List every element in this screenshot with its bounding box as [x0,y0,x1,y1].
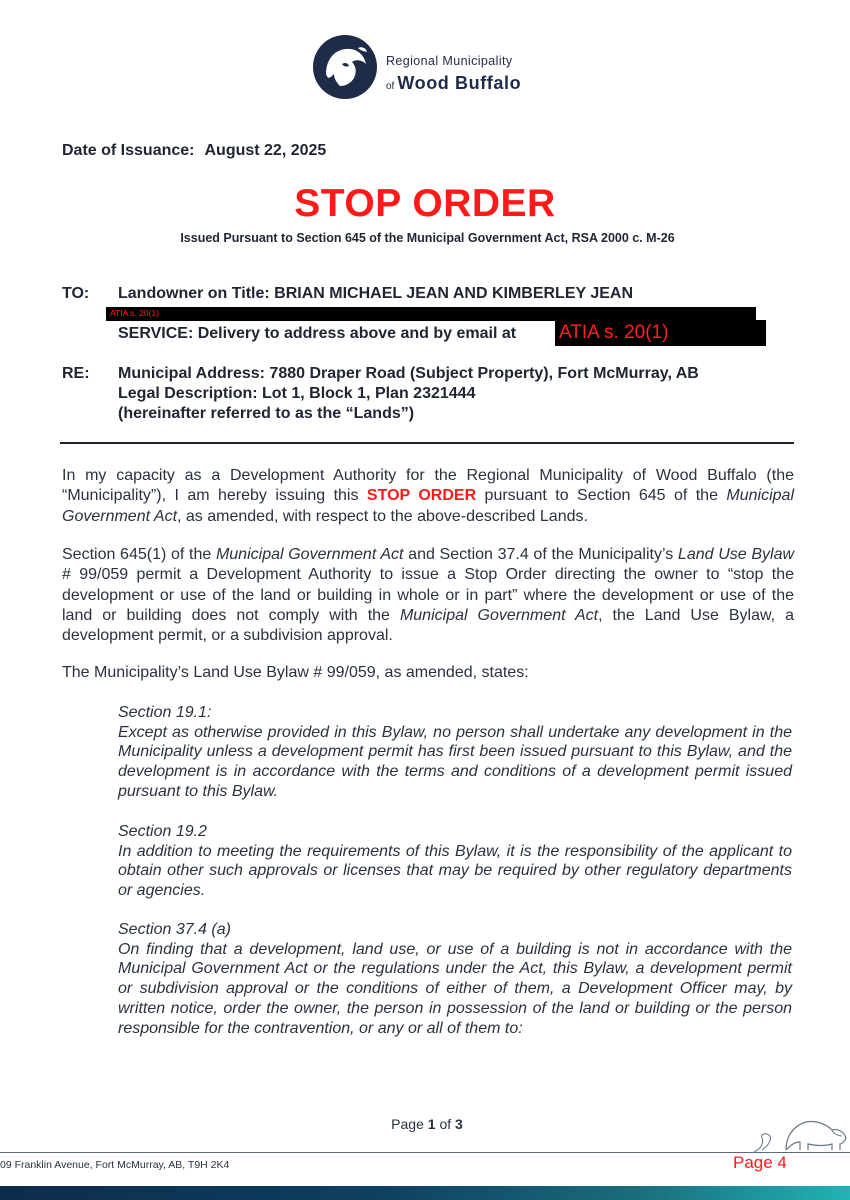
page-stamp: Page 4 [733,1153,787,1172]
page-current: 1 [427,1116,436,1132]
logo-text-line1: Regional Municipality [386,54,513,68]
page-total: 3 [455,1116,463,1132]
paragraph-capacity [62,466,794,527]
p2-text-a: Section 645(1) of the [62,546,216,563]
quote-section-19-2 [118,822,792,901]
footer-divider [0,1152,850,1153]
p1-text-c: , as amended, with respect to the above-described Lands. [177,507,588,525]
p2-act-name-2: Municipal Government Act [399,606,599,624]
section-heading: Section 37.4 (a) [118,921,231,938]
paragraph-bylaw-states: The Municipality’s Land Use Bylaw # 99/059, as amended, states: [62,664,529,681]
footer-address: 09 Franklin Avenue, Fort McMurray, AB, T9H 2K4 [0,1159,230,1171]
municipality-logo [312,34,552,106]
section-text: In addition to meeting the requirements of this Bylaw, it is the responsibility of the applicant to obtain other such approvals or licenses that may be required by other regulatory departments or agencies. [118,842,792,900]
p2-act-name: Municipal Government Act [215,546,404,563]
page-of: of [435,1116,456,1132]
section-heading: Section 19.1: [118,704,212,721]
quote-section-19-1 [118,703,792,802]
p1-text-b: pursuant to Section 645 of the [476,487,727,505]
date-of-issuance [62,142,326,160]
redaction-label-large: ATIA s. 20(1) [559,322,669,343]
section-text: On finding that a development, land use, or use of a building is not in accordance with the Municipal Government Act or the regulations under the Act, this Bylaw, a development permit or subdivision approval or the conditions of either of them, a Development Officer may, by written notice, order the owner, the person in possession of the land or building or the person responsible for the contravention, or any or all of them to: [118,940,792,1037]
p2-text-b: and Section 37.4 of the Municipality’s [403,546,678,563]
p2-text-c: # 99/059 permit a Development Authority to issue a Stop Order directing the owner to “stop the development or use of the land or building in whole or in part” where the development or use of the land or building does not comply with the [62,566,794,624]
page-prefix: Page [391,1116,428,1132]
page-number [0,1116,850,1132]
logo-text-wood-buffalo: Wood Buffalo [397,73,522,93]
quote-section-37-4-a [118,920,792,1038]
re-label: RE: [62,365,90,382]
p2-text-d: , the Land Use Bylaw, a development permit, or a subdivision approval. [62,606,794,645]
bison-head-icon [312,34,378,100]
date-of-issuance-label: Date of Issuance: [62,142,195,159]
municipal-address: Municipal Address: 7880 Draper Road (Subject Property), Fort McMurray, AB [118,365,699,382]
redaction-bar-address [106,307,756,321]
section-heading: Section 19.2 [118,823,207,840]
logo-text-line2 [386,73,521,94]
bison-outline-icon [752,1112,848,1154]
p2-bylaw-name: Land Use Bylaw [677,546,795,563]
landowner-line: Landowner on Title: BRIAN MICHAEL JEAN AND KIMBERLEY JEAN [118,285,633,302]
document-subtitle: Issued Pursuant to Section 645 of the Municipal Government Act, RSA 2000 c. M-26 [180,231,675,245]
service-line: SERVICE: Delivery to address above and by email at [118,325,517,342]
paragraph-section-645 [62,545,794,646]
date-of-issuance-value: August 22, 2025 [204,142,327,159]
legal-description: Legal Description: Lot 1, Block 1, Plan 2321444 [118,385,476,402]
p1-act-name: Municipal Government Act [62,487,795,525]
to-label: TO: [62,285,90,302]
redaction-label-small: ATIA s. 20(1) [110,308,159,318]
logo-text-of: of [386,81,395,92]
header-divider [60,442,794,444]
p1-text-a: In my capacity as a Development Authority for the Regional Municipality of Wood Buffalo (the “Municipality”), I am hereby issuing this [62,467,794,505]
document-title: STOP ORDER [294,182,556,225]
section-text: Except as otherwise provided in this Bylaw, no person shall undertake any development in the Municipality unless a development permit has first been issued pursuant to this Bylaw, and the development is in accordance with the terms and conditions of a development permit issued pursuant to this Bylaw. [118,723,792,800]
p1-stop-order-highlight: STOP ORDER [366,487,477,505]
lands-definition: (hereinafter referred to as the “Lands”) [118,405,415,422]
footer-color-bar [0,1186,850,1200]
